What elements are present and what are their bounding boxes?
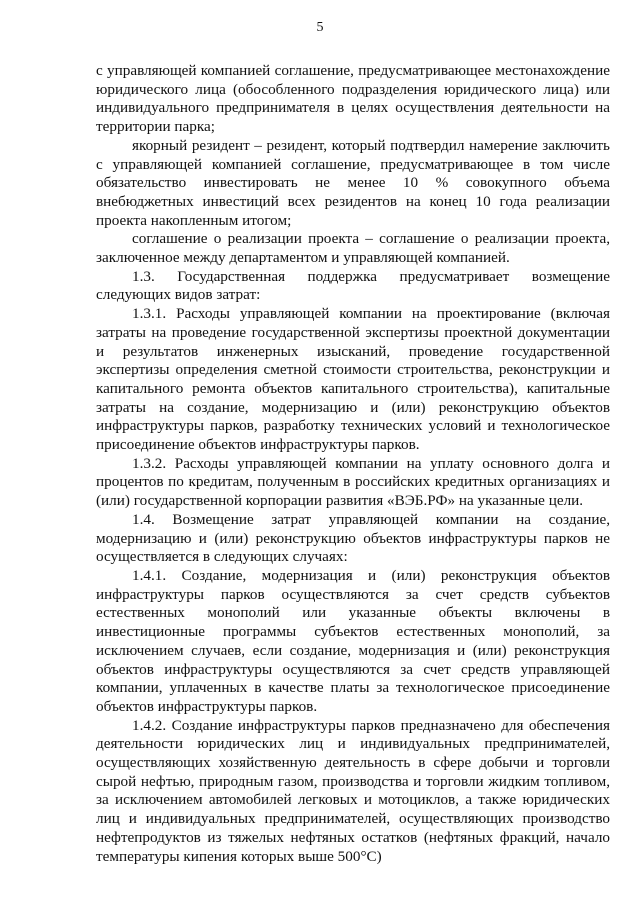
paragraph-anchor-resident: якорный резидент – резидент, который подтвердил намерение заключить с управляющей компанией соглашение, предусматривающее в том числе обязательство инвестировать не менее 10 % совокупного объема внебюджетных инвестиций всех резидентов на конец 10 года реализации проекта накопленным итогом; bbox=[96, 136, 610, 229]
paragraph-1-3-2: 1.3.2. Расходы управляющей компании на уплату основного долга и процентов по кредитам, полученным в российских кредитных организациях и (или) государственной корпорации развития «ВЭБ.РФ» на указанные цели. bbox=[96, 454, 610, 510]
paragraph-1-4: 1.4. Возмещение затрат управляющей компании на создание, модернизацию и (или) реконструкцию объектов инфраструктуры парков не осуществляется в следующих случаях: bbox=[96, 510, 610, 566]
paragraph-1-4-2: 1.4.2. Создание инфраструктуры парков предназначено для обеспечения деятельности юридических лиц и индивидуальных предпринимателей, осуществляющих хозяйственную деятельность в сфере добычи и торговли сырой нефтью, природным газом, производства и торговли жидким топливом, за исключением автомобилей легковых и мотоциклов, а также юридических лиц и индивидуальных предпринимателей, осуществляющих производство нефтепродуктов из тяжелых нефтяных остатков (нефтяных фракций, начало температуры кипения которых выше 500°С) bbox=[96, 716, 610, 865]
paragraph-resident-definition-continued: с управляющей компанией соглашение, предусматривающее местонахождение юридического лица (обособленного подразделения юридического лица) или индивидуального предпринимателя в целях осуществления деятельности на территории парка; bbox=[96, 62, 610, 136]
paragraph-project-agreement: соглашение о реализации проекта – соглашение о реализации проекта, заключенное между департаментом и управляющей компанией. bbox=[96, 230, 610, 267]
document-body bbox=[96, 62, 610, 866]
paragraph-1-4-1: 1.4.1. Создание, модернизация и (или) реконструкция объектов инфраструктуры парков осуществляются за счет средств субъектов естественных монополий или указанные объекты включены в инвестиционные программы субъектов естественных монополий, за исключением случаев, если создание, модернизация и (или) реконструкция объектов инфраструктуры осуществляются за счет средств управляющей компании, уплаченных в качестве платы за технологическое присоединение объектов инфраструктуры парков. bbox=[96, 566, 610, 715]
paragraph-1-3-1: 1.3.1. Расходы управляющей компании на проектирование (включая затраты на проведение государственной экспертизы проектной документации и результатов инженерных изысканий, проведение государственной экспертизы определения сметной стоимости строительства, реконструкции и капитального ремонта объектов капитального строительства), капитальные затраты на создание, модернизацию и (или) реконструкцию объектов инфраструктуры парков, разработку технических условий и технологическое присоединение объектов инфраструктуры парков. bbox=[96, 305, 610, 454]
paragraph-1-3: 1.3. Государственная поддержка предусматривает возмещение следующих видов затрат: bbox=[96, 267, 610, 304]
page-number: 5 bbox=[316, 20, 324, 35]
